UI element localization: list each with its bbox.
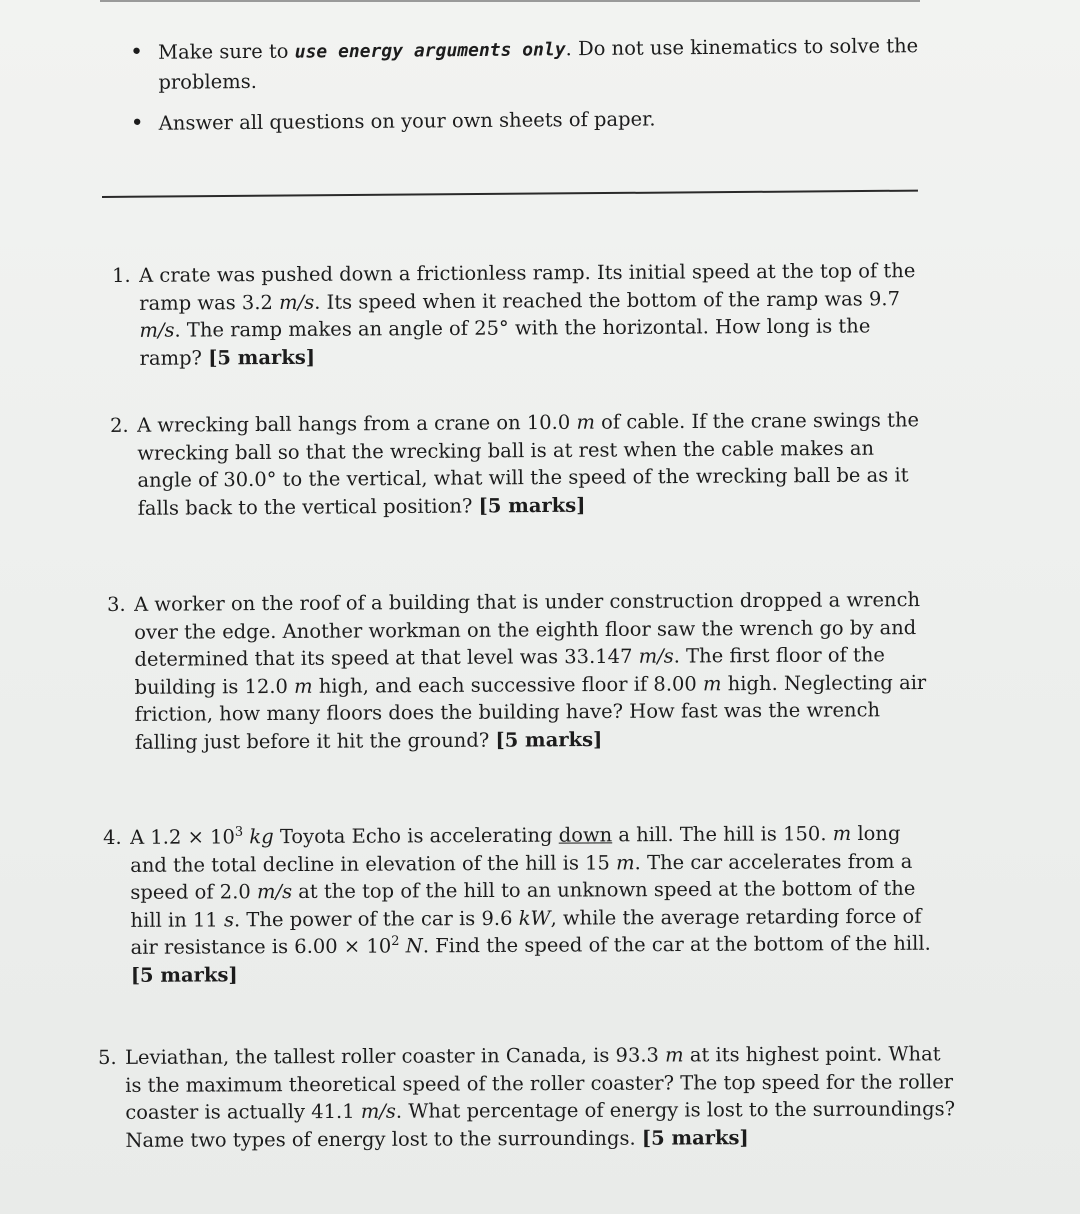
question-text: A crate was pushed down a frictionless ramp. Its initial speed at the top of the ramp was 3.2 m/s. Its speed when it reached the bottom of the ramp was 9.7 m/s. The ramp makes an angle of 25° with the horizontal. How long is the ramp? [5 marks] — [139, 259, 916, 370]
question-3 — [107, 586, 934, 756]
question-number: 1. — [112, 263, 131, 287]
instruction-emphasis: use energy arguments only — [294, 39, 566, 63]
question-marks: [5 marks] — [130, 962, 238, 987]
section-divider — [102, 190, 918, 198]
bullet-icon: • — [130, 110, 144, 136]
question-marks: [5 marks] — [495, 727, 603, 752]
question-text: Leviathan, the tallest roller coaster in Canada, is 93.3 m at its highest point. What is the maximum theoretical speed of the roller coaster? The top speed for the roller coaster is actually 41.1 m/s. What percentage of energy is lost to the surroundings? Name two types of energy lost to the surroundings. [5 marks] — [125, 1042, 956, 1152]
question-4 — [103, 820, 944, 989]
question-1 — [112, 257, 923, 372]
top-border-line — [100, 0, 920, 2]
instructions-list — [130, 31, 921, 150]
instruction-text: Make sure to use energy arguments only. Do not use kinematics to solve the problems. — [158, 34, 919, 94]
question-number: 2. — [110, 413, 129, 437]
underlined-word: down — [558, 823, 613, 847]
question-5 — [98, 1040, 956, 1154]
question-marks: [5 marks] — [641, 1125, 749, 1150]
question-marks: [5 marks] — [208, 345, 316, 369]
instruction-text: Answer all questions on your own sheets of paper. — [158, 107, 656, 135]
instruction-item — [131, 102, 921, 138]
question-text: A wrecking ball hangs from a crane on 10.0 m of cable. If the crane swings the wrecking ball so that the wrecking ball is at rest when the cable makes an angle of 30.0° to the vertical, what will the speed of the wrecking ball be as it falls back to the vertical position? [5 marks] — [137, 408, 920, 520]
question-number: 3. — [107, 592, 126, 616]
question-number: 5. — [98, 1045, 117, 1069]
question-text: A worker on the roof of a building that is under construction dropped a wrench over the edge. Another workman on the eighth floor saw the wrench go by and determined that its speed at that level was 33.147 m/s. The first floor of the building is 12.0 m high, and each successive floor if 8.00 m high. Neglecting air friction, how many floors does the building have? How fast was the wrench falling just before it hit the ground? [5 marks] — [134, 588, 927, 754]
instruction-item — [130, 31, 920, 97]
question-number: 4. — [103, 825, 122, 849]
question-text: A $1.2 \times 10^3$ kg Toyota Echo is accelerating down a hill. The hill is 150. m long and the total decline in elevation of the hill is 15 m. The car accelerates from a speed of 2.0 m/s at the top of the hill to an unknown speed at the bottom of the hill in 11 s. The power of the car is 9.6 kW, while the average retarding force of air resistance is $6.00 \times 10^2$ N. Find the speed of the car at the bottom of the hill. [5 marks] — [130, 821, 931, 987]
question-marks: [5 marks] — [478, 493, 586, 517]
bullet-icon: • — [130, 39, 144, 65]
question-2 — [110, 406, 927, 522]
